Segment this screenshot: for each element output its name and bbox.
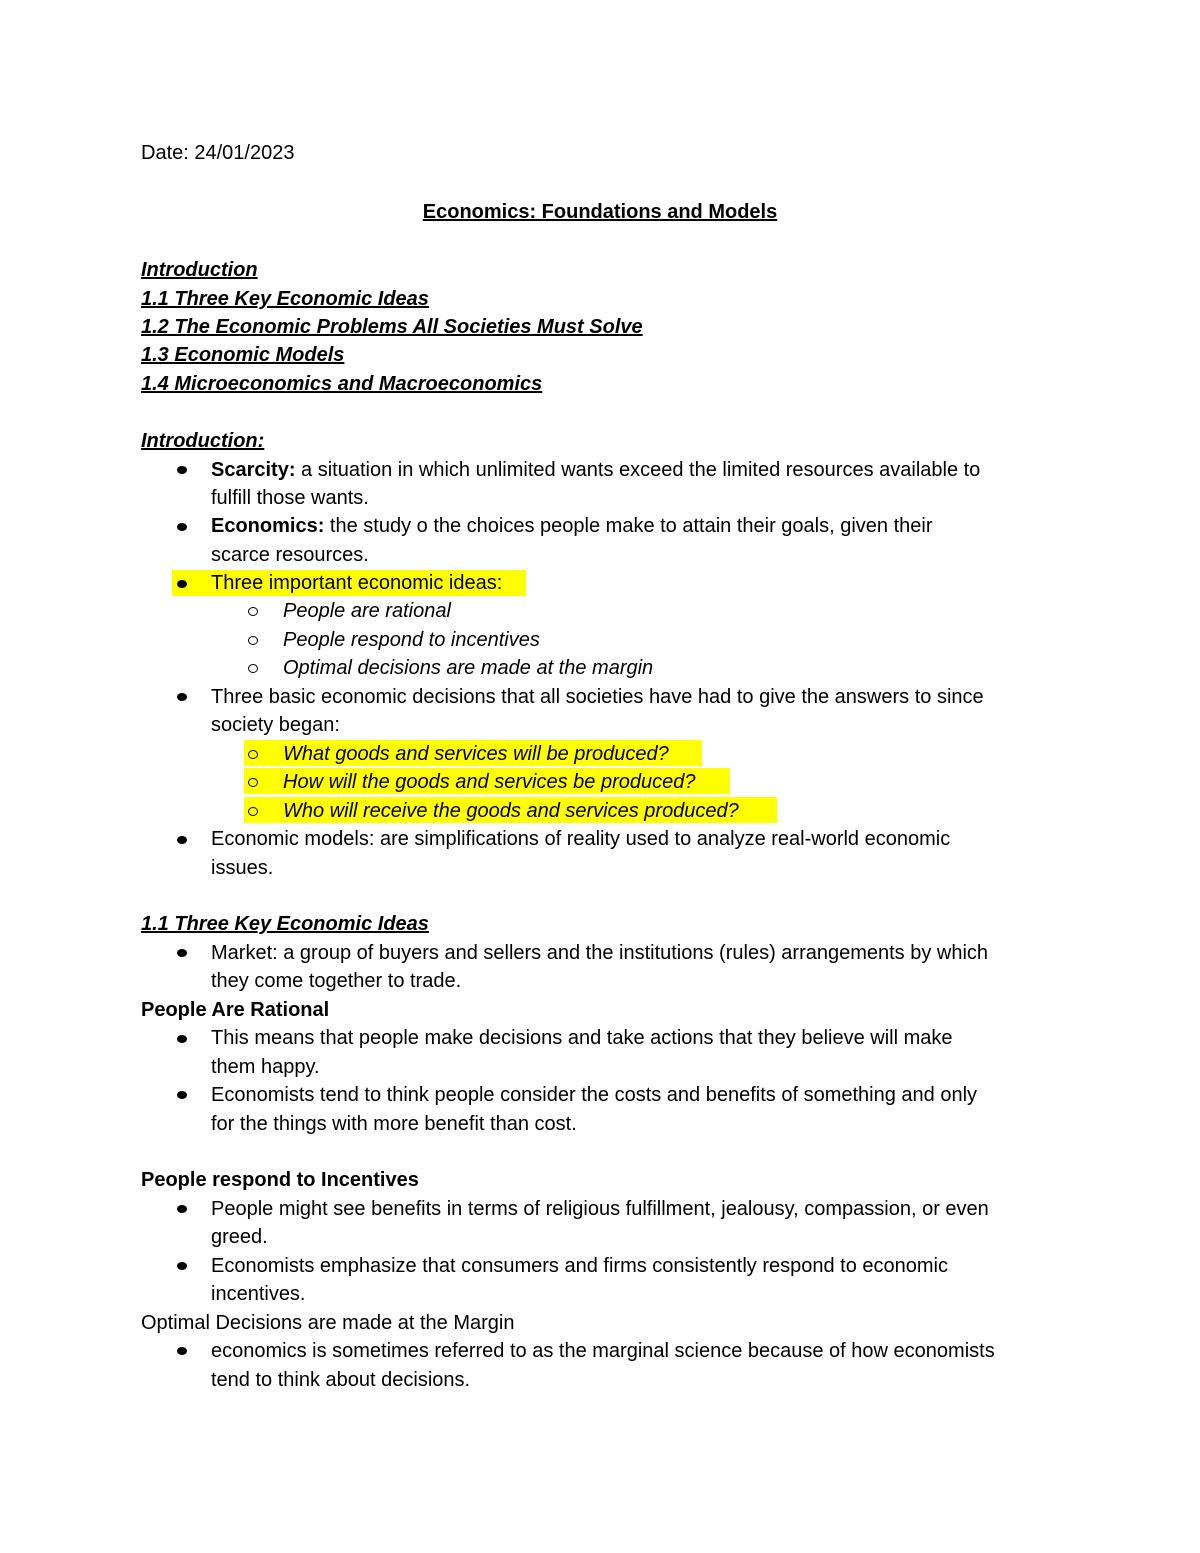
section-heading-1-1: 1.1 Three Key Economic Ideas xyxy=(141,913,429,935)
toc-item-1-3[interactable]: 1.3 Economic Models xyxy=(141,344,345,366)
basic-decisions-text: Three basic economic decisions that all societies have had to give the answers to since xyxy=(211,686,984,708)
basic-decisions-text-continued: society began: xyxy=(211,714,340,736)
toc-item-1-2[interactable]: 1.2 The Economic Problems All Societies Must Solve xyxy=(141,316,643,338)
heading-optimal-decisions: Optimal Decisions are made at the Margin xyxy=(141,1312,515,1334)
bullet-icon xyxy=(177,1205,187,1213)
circle-bullet-icon xyxy=(248,807,258,816)
economics-text-continued: scarce resources. xyxy=(211,544,369,566)
question-item: Who will receive the goods and services produced? xyxy=(283,800,739,822)
toc-item-1-4[interactable]: 1.4 Microeconomics and Macroeconomics xyxy=(141,373,543,395)
section-heading-introduction: Introduction: xyxy=(141,430,265,452)
term-scarcity: Scarcity: xyxy=(211,459,296,481)
circle-bullet-icon xyxy=(248,636,258,645)
bullet-icon xyxy=(177,580,187,588)
circle-bullet-icon xyxy=(248,664,258,673)
circle-bullet-icon xyxy=(248,750,258,759)
scarcity-text-continued: fulfill those wants. xyxy=(211,487,369,509)
rational-point: Economists tend to think people consider the costs and benefits of something and only xyxy=(211,1084,978,1106)
bullet-icon xyxy=(177,1091,187,1099)
scarcity-definition xyxy=(211,456,980,485)
circle-bullet-icon xyxy=(248,607,258,616)
bullet-icon xyxy=(177,1035,187,1043)
heading-people-are-rational: People Are Rational xyxy=(141,999,330,1021)
toc-item-introduction[interactable]: Introduction xyxy=(141,259,258,281)
heading-people-respond-to-incentives: People respond to Incentives xyxy=(141,1169,419,1191)
rational-point-continued: for the things with more benefit than cost. xyxy=(211,1113,577,1135)
term-economics: Economics: xyxy=(211,515,325,537)
economic-models-text: Economic models: are simplifications of reality used to analyze real-world economic xyxy=(211,828,951,850)
rational-point: This means that people make decisions and take actions that they believe will make xyxy=(211,1027,953,1049)
bullet-icon xyxy=(177,1347,187,1355)
economics-definition xyxy=(211,512,933,541)
toc-item-1-1[interactable]: 1.1 Three Key Economic Ideas xyxy=(141,288,429,310)
circle-bullet-icon xyxy=(248,778,258,787)
incentives-point-continued: greed. xyxy=(211,1226,268,1248)
bullet-icon xyxy=(177,1262,187,1270)
margin-point-continued: tend to think about decisions. xyxy=(211,1369,471,1391)
bullet-icon xyxy=(177,523,187,531)
economics-text: the study o the choices people make to attain their goals, given their xyxy=(324,515,933,537)
margin-point: economics is sometimes referred to as the marginal science because of how economists xyxy=(211,1340,995,1362)
market-definition-continued: they come together to trade. xyxy=(211,970,462,992)
scarcity-text: a situation in which unlimited wants exceed the limited resources available to xyxy=(295,459,981,481)
date-line: Date: 24/01/2023 xyxy=(141,142,295,164)
idea-item: People are rational xyxy=(283,600,451,622)
market-definition: Market: a group of buyers and sellers and the institutions (rules) arrangements by which xyxy=(211,942,989,964)
rational-point-continued: them happy. xyxy=(211,1056,320,1078)
question-item: How will the goods and services be produced? xyxy=(283,771,696,793)
incentives-point-continued: incentives. xyxy=(211,1283,306,1305)
economic-models-text-continued: issues. xyxy=(211,857,274,879)
idea-item: Optimal decisions are made at the margin xyxy=(283,657,654,679)
document-title: Economics: Foundations and Models xyxy=(422,201,778,223)
question-item: What goods and services will be produced? xyxy=(283,743,669,765)
three-ideas-label: Three important economic ideas: xyxy=(211,572,503,594)
bullet-icon xyxy=(177,949,187,957)
incentives-point: People might see benefits in terms of religious fulfillment, jealousy, compassion, or even xyxy=(211,1198,989,1220)
incentives-point: Economists emphasize that consumers and firms consistently respond to economic xyxy=(211,1255,949,1277)
bullet-icon xyxy=(177,466,187,474)
idea-item: People respond to incentives xyxy=(283,629,540,651)
bullet-icon xyxy=(177,693,187,701)
bullet-icon xyxy=(177,836,187,844)
